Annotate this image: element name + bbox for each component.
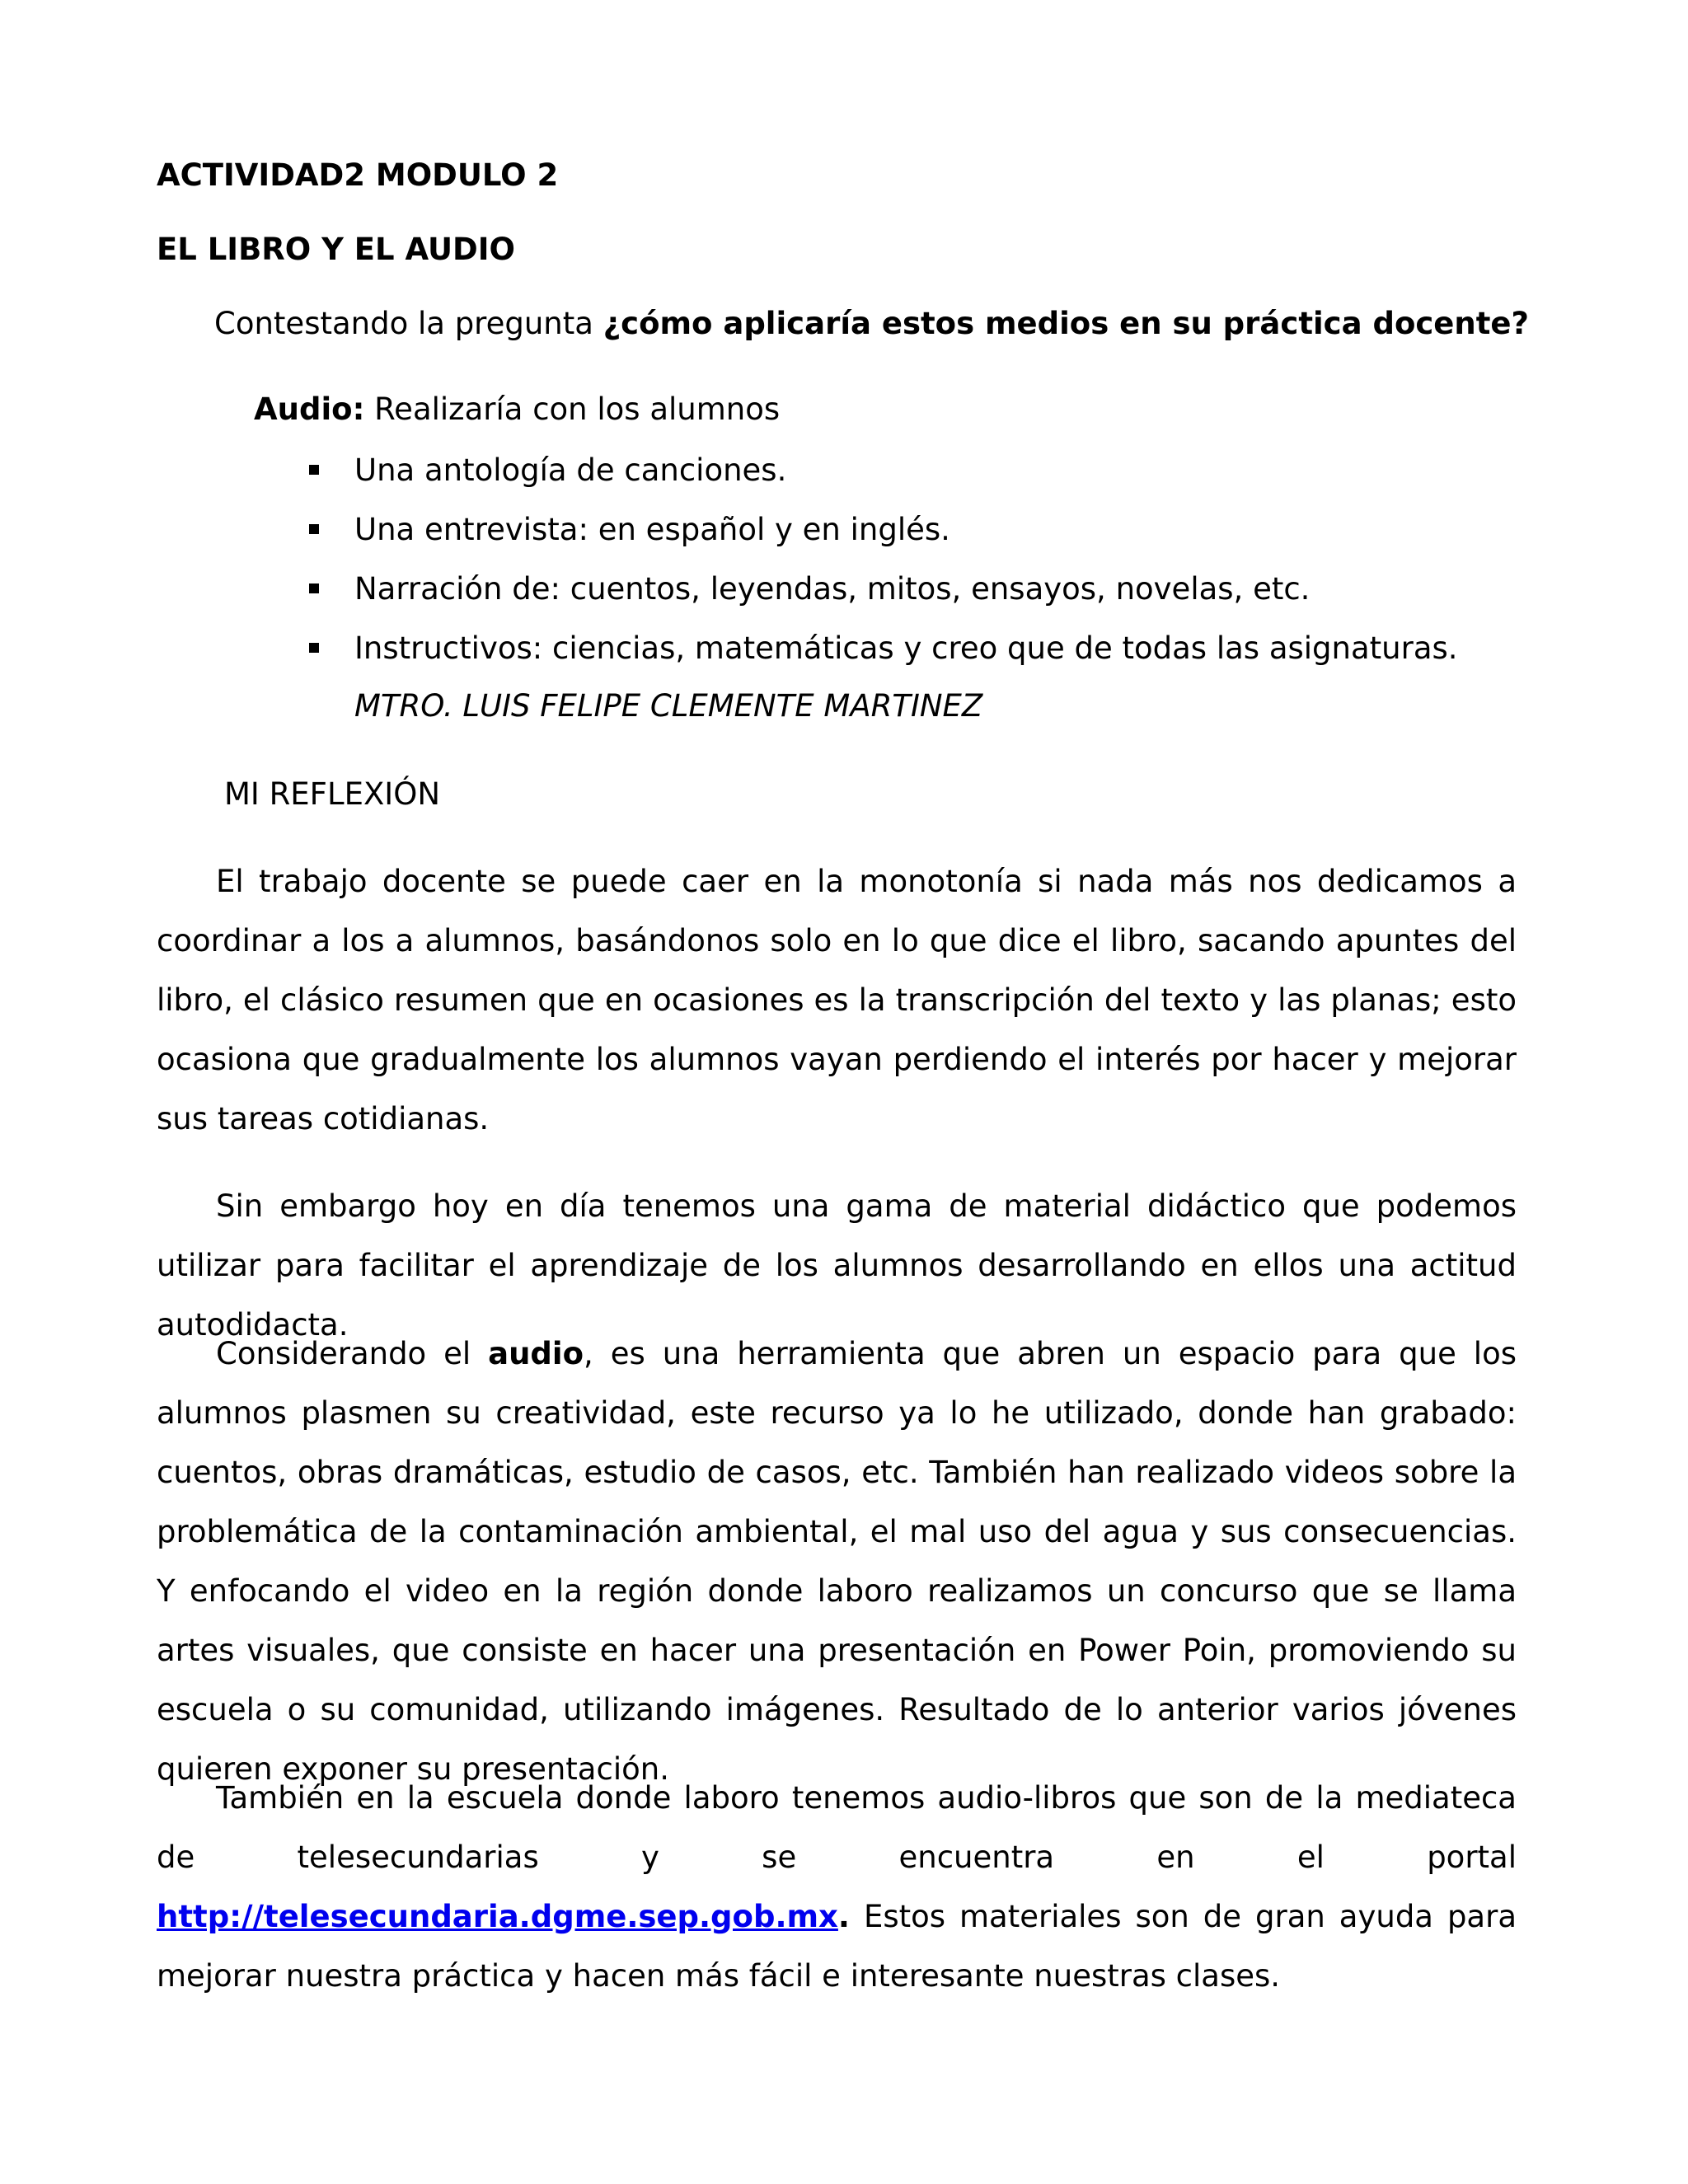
reflection-paragraph-4: [157, 1769, 1517, 2006]
author-name: MTRO. LUIS FELIPE CLEMENTE MARTINEZ: [354, 688, 983, 724]
list-item-text: Una entrevista: en español y en inglés.: [354, 512, 950, 547]
square-bullet-icon: [309, 643, 319, 653]
paragraph-bold-text: audio: [488, 1336, 584, 1371]
audio-intro-text: Realizaría con los alumnos: [364, 391, 781, 427]
list-item: [157, 441, 1458, 500]
list-item: [157, 500, 1458, 560]
square-bullet-icon: [309, 465, 319, 475]
document-title: ACTIVIDAD2 MODULO 2: [157, 157, 559, 193]
audio-label: Audio:: [254, 391, 365, 427]
question-prefix: Contestando la pregunta: [214, 306, 603, 341]
list-item: [157, 560, 1458, 619]
reflection-heading: MI REFLEXIÓN: [224, 776, 441, 812]
square-bullet-icon: [309, 583, 319, 593]
list-item-text: Instructivos: ciencias, matemáticas y creo que de todas las asignaturas.: [354, 630, 1458, 666]
reflection-paragraph-1: El trabajo docente se puede caer en la monotonía si nada más nos dedicamos a coordinar a los a alumnos, basándonos solo en lo que dice el libro, sacando apuntes del libro, el clásico resumen que en ocasiones es la transcripción del texto y las planas; esto ocasiona que gradualmente los alumnos vayan perdiendo el interés por hacer y mejorar sus tareas cotidianas.: [157, 864, 1517, 1137]
reflection-paragraph-2: Sin embargo hoy en día tenemos una gama de material didáctico que podemos utilizar para facilitar el aprendizaje de los alumnos desarrollando en ellos una actitud autodidacta.: [157, 1188, 1517, 1343]
document-subtitle: EL LIBRO Y EL AUDIO: [157, 232, 515, 267]
portal-link[interactable]: http://telesecundaria.dgme.sep.gob.mx: [157, 1899, 838, 1934]
paragraph-text: , es una herramienta que abren un espacio para que los alumnos plasmen su creatividad, este recurso ya lo he utilizado, donde han grabado: cuentos, obras dramáticas, estudio de casos, etc. También han realizado videos sobre la problemática de la contaminación ambiental, el mal uso del agua y sus consecuencias. Y enfocando el video en la región donde laboro realizamos un concurso que se llama artes visuales, que consiste en hacer una presentación en Power Poin, promoviendo su escuela o su comunidad, utilizando imágenes. Resultado de lo anterior varios jóvenes quieren exponer su presentación.: [157, 1336, 1517, 1787]
paragraph-text: Considerando el: [216, 1336, 489, 1371]
question-line: [214, 305, 1529, 343]
list-item-text: Una antología de canciones.: [354, 452, 787, 488]
question-bold: ¿cómo aplicaría estos medios en su práctica docente?: [603, 306, 1529, 341]
square-bullet-icon: [309, 524, 319, 534]
reflection-paragraph-3: [157, 1324, 1517, 1799]
paragraph-text: También en la escuela donde laboro tenemos audio-libros que son de la mediateca de telesecundarias y se encuentra en el portal: [157, 1780, 1517, 1875]
list-item-text: Narración de: cuentos, leyendas, mitos, ensayos, novelas, etc.: [354, 571, 1311, 607]
paragraph-text: .: [837, 1899, 850, 1934]
list-item: [157, 619, 1458, 678]
audio-intro: [254, 391, 780, 429]
paragraph-text: Estos materiales son de gran ayuda para mejorar nuestra práctica y hacen más fácil e interesante nuestras clases.: [157, 1899, 1517, 1994]
audio-list: [157, 441, 1458, 678]
